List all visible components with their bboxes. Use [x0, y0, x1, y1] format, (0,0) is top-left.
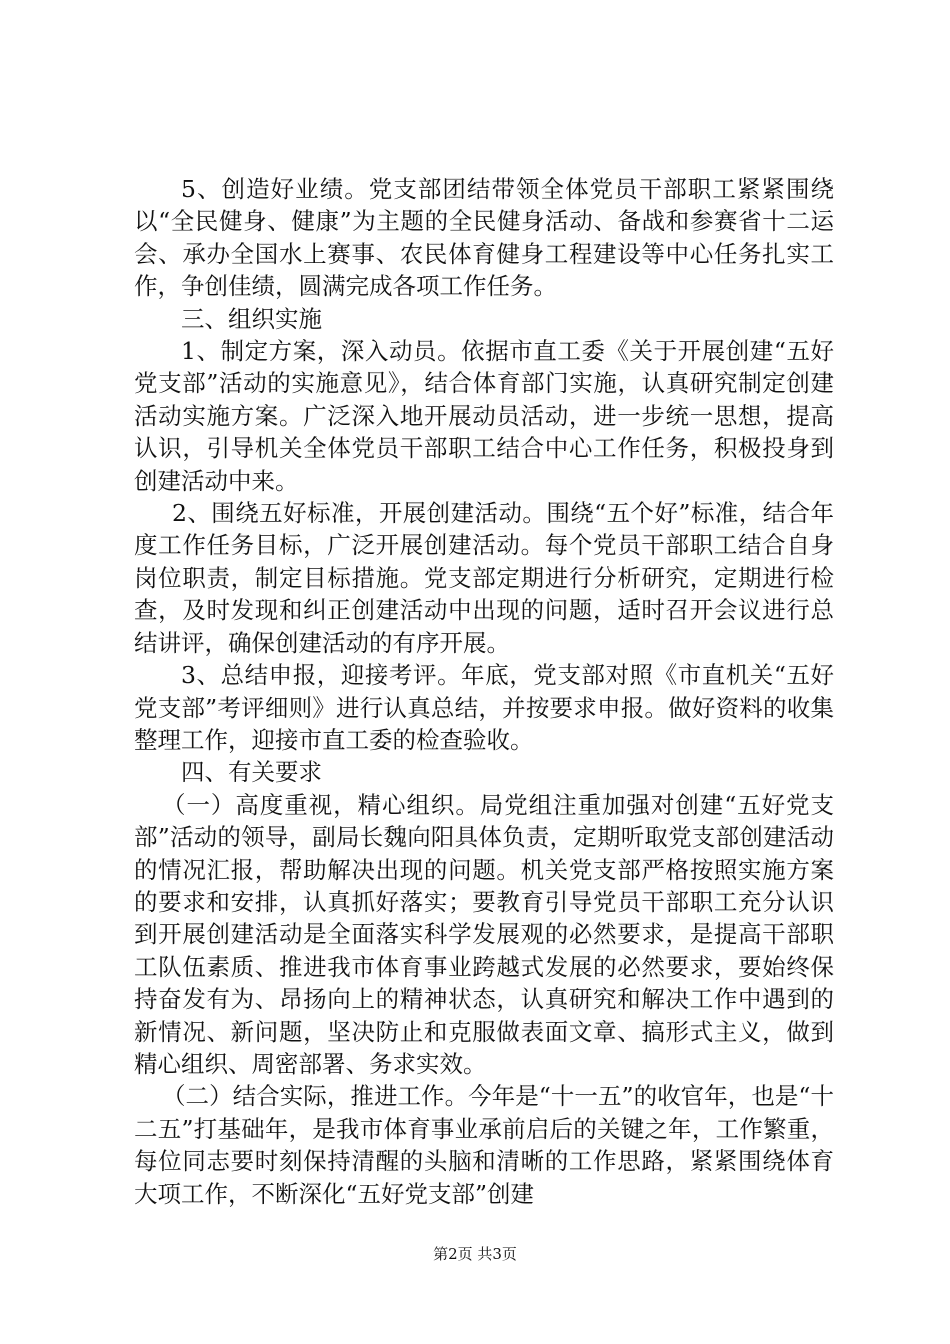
paragraph-step-3: 3、总结申报，迎接考评。年底，党支部对照《市直机关“五好党支部”考评细则》进行认真总结，并按要求申报。做好资料的收集整理工作，迎接市直工委的检查验收。 — [134, 661, 834, 754]
paragraph-item-5: 5、创造好业绩。党支部团结带领全体党员干部职工紧紧围绕以“全民健身、健康”为主题的全民健身活动、备战和参赛省十二运会、承办全国水上赛事、农民体育健身工程建设等中心任务扎实工作，争创佳绩，圆满完成各项工作任务。 — [134, 175, 834, 301]
paragraph-step-1: 1、制定方案，深入动员。依据市直工委《关于开展创建“五好党支部”活动的实施意见》，结合体育部门实施，认真研究制定创建活动实施方案。广泛深入地开展动员活动，进一步统一思想，提高认识，引导机关全体党员干部职工结合中心工作任务，积极投身到创建活动中来。 — [134, 337, 834, 495]
paragraph-requirement-1: （一）高度重视，精心组织。局党组注重加强对创建“五好党支部”活动的领导，副局长魏向阳具体负责，定期听取党支部创建活动的情况汇报，帮助解决出现的问题。机关党支部严格按照实施方案的要求和安排，认真抓好落实；要教育引导党员干部职工充分认识到开展创建活动是全面落实科学发展观的必然要求，是提高干部职工队伍素质、推进我市体育事业跨越式发展的必然要求，要始终保持奋发有为、昂扬向上的精神状态，认真研究和解决工作中遇到的新情况、新问题，坚决防止和克服做表面文章、搞形式主义，做到精心组织、周密部署、务求实效。 — [134, 790, 834, 1078]
document-body — [134, 173, 834, 1210]
section-heading-implementation: 三、组织实施 — [181, 304, 322, 333]
page-footer: 第2页 共3页 — [433, 1245, 517, 1263]
paragraph-step-2: 2、围绕五好标准，开展创建活动。围绕“五个好”标准，结合年度工作任务目标，广泛开展创建活动。每个党员干部职工结合自身岗位职责，制定目标措施。党支部定期进行分析研究，定期进行检查，及时发现和纠正创建活动中出现的问题，适时召开会议进行总结讲评，确保创建活动的有序开展。 — [134, 499, 834, 657]
section-heading-requirements: 四、有关要求 — [181, 758, 322, 787]
paragraph-requirement-2: （二）结合实际，推进工作。今年是“十一五”的收官年，也是“十二五”打基础年，是我市体育事业承前启后的关键之年，工作繁重，每位同志要时刻保持清醒的头脑和清晰的工作思路，紧紧围绕体育大项工作，不断深化“五好党支部”创建 — [134, 1082, 834, 1208]
